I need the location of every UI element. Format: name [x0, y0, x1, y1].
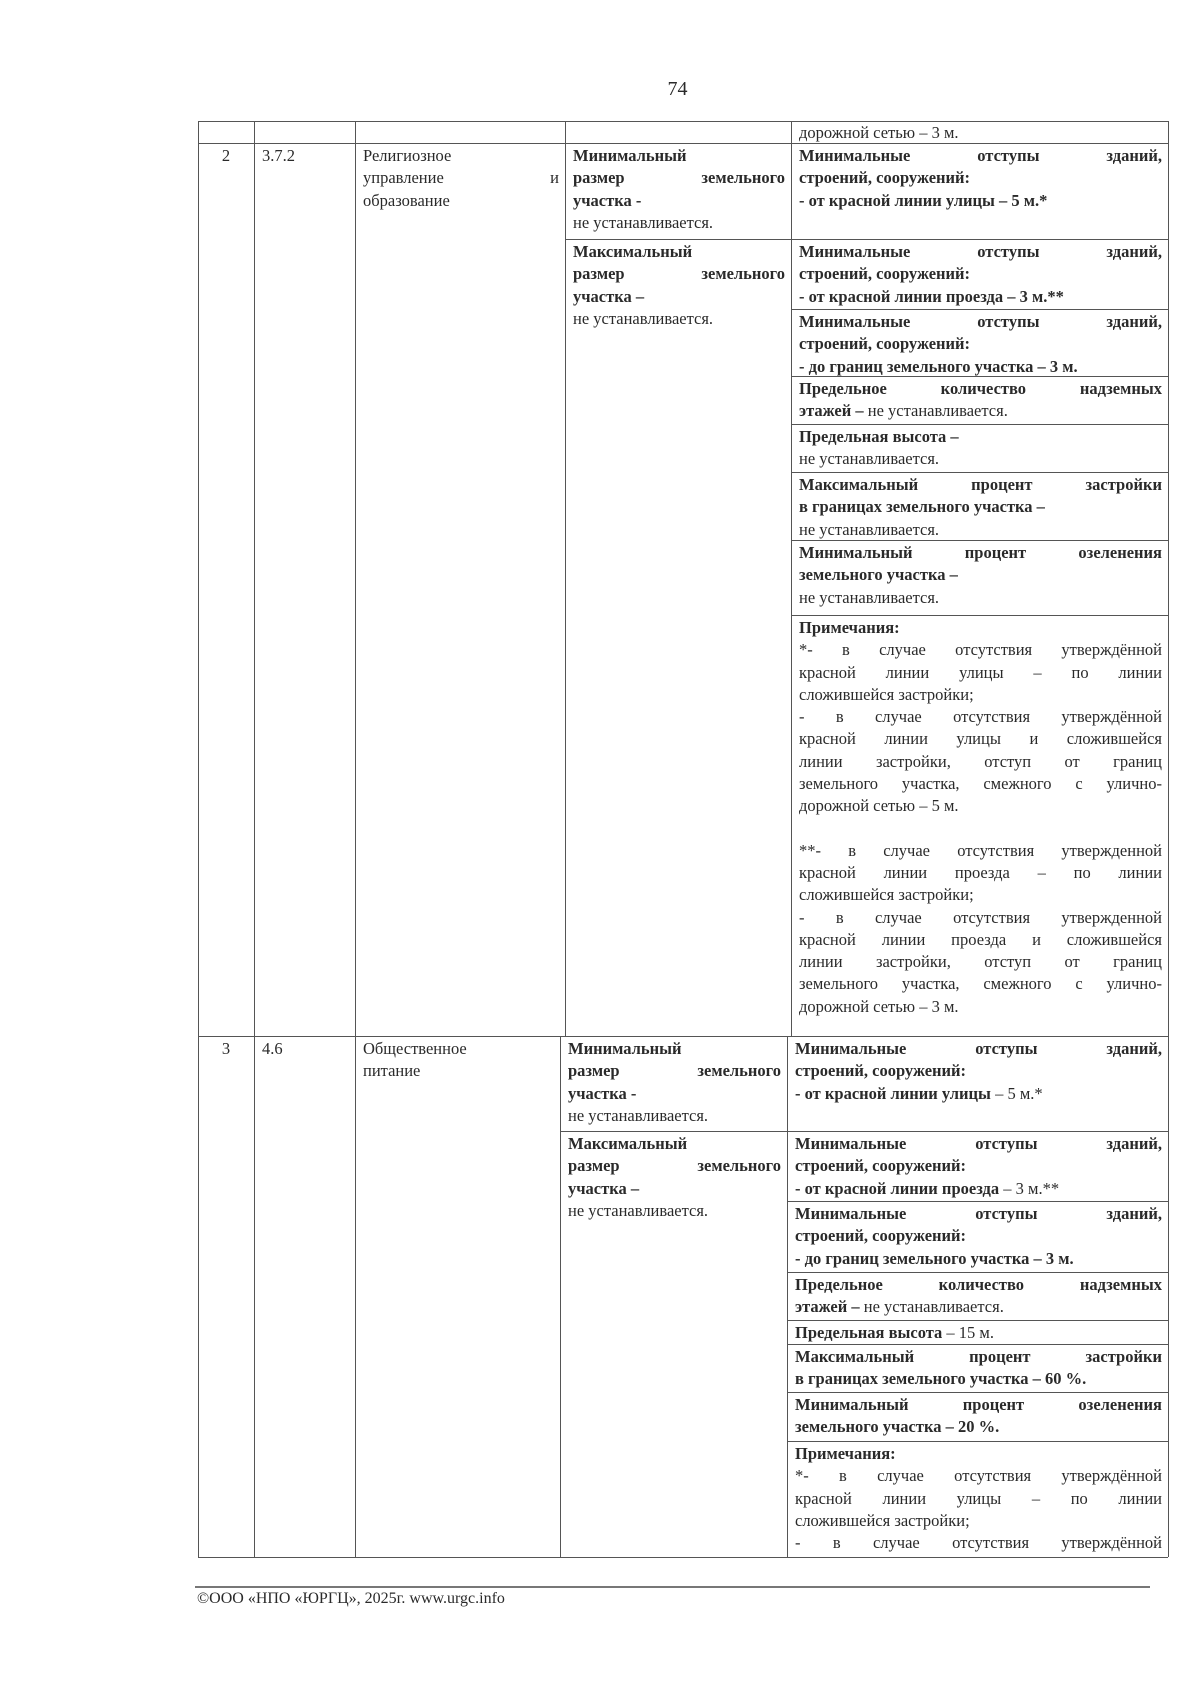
param-greening	[787, 1393, 1168, 1439]
param-setback-drive	[791, 240, 1168, 308]
param-label: этажей –	[799, 401, 864, 421]
note-line: красной линии проезда – по линии	[799, 862, 1162, 882]
param-line: Максимальный процент застройки	[799, 475, 1162, 494]
param-value: не устанавливается.	[799, 587, 940, 607]
param-greening	[791, 541, 1168, 609]
param-value: – 3 м.**	[999, 1178, 1060, 1198]
use-code: 4.6	[262, 1039, 283, 1058]
param-setback-street	[791, 144, 1168, 212]
max-size-label: Максимальный	[573, 242, 693, 261]
param-coverage	[791, 473, 1168, 541]
footer-copyright: ©ООО «НПО «ЮРГЦ», 2025г. www.urgc.info	[197, 1590, 505, 1607]
use-name-line: Религиозное	[363, 146, 452, 165]
param-item: - до границ земельного участка – 3 м.	[799, 356, 1078, 376]
param-line: Минимальные отступы зданий,	[795, 1204, 1162, 1223]
param-line: Минимальные отступы зданий,	[799, 146, 1162, 165]
param-line: Минимальный процент озеленения	[795, 1395, 1162, 1414]
max-plot-size	[565, 240, 791, 330]
param-continuation: дорожной сетью – 3 м.	[799, 123, 959, 142]
min-size-value: не устанавливается.	[573, 212, 714, 232]
param-label: Предельная высота –	[799, 427, 959, 446]
param-line: строений, сооружений:	[795, 1156, 967, 1176]
table-border-left	[198, 121, 199, 1557]
note-line: линии застройки, отступ от границ	[799, 751, 1162, 771]
param-line: строений, сооружений:	[799, 168, 971, 188]
max-plot-size	[560, 1132, 787, 1222]
col-divider	[355, 121, 356, 1557]
max-size-label: размер земельного	[573, 264, 785, 284]
max-size-label: участка –	[573, 286, 645, 306]
min-size-label: Минимальный	[568, 1039, 682, 1058]
note-line: земельного участка, смежного с улично-	[799, 774, 1162, 794]
max-size-label: участка –	[568, 1178, 640, 1198]
note-line: сложившейся застройки;	[795, 1510, 970, 1530]
param-line: земельного участка –	[799, 565, 958, 585]
table-border-right	[1168, 121, 1169, 1557]
note-line: дорожной сетью – 3 м.	[799, 996, 959, 1016]
param-value: – 15 м.	[942, 1323, 994, 1342]
param-line: Минимальные отступы зданий,	[795, 1134, 1162, 1153]
notes	[787, 1442, 1168, 1554]
regulations-table	[198, 121, 1168, 1558]
note-line: - в случае отсутствия утверждённой	[799, 707, 1162, 727]
min-plot-size	[565, 144, 791, 234]
use-code: 3.7.2	[262, 146, 295, 165]
note-line: *- в случае отсутствия утверждённой	[799, 640, 1162, 660]
param-height	[787, 1321, 1168, 1344]
param-line: Предельное количество надземных	[799, 379, 1162, 398]
param-line: Минимальный процент озеленения	[799, 543, 1162, 562]
note-line: земельного участка, смежного с улично-	[799, 974, 1162, 994]
param-line: Минимальные отступы зданий,	[795, 1039, 1162, 1058]
min-size-label: размер земельного	[573, 168, 785, 188]
use-name	[355, 144, 565, 212]
footer-divider	[195, 1586, 1150, 1588]
param-setback-plot	[787, 1202, 1168, 1270]
use-name-line: Общественное	[363, 1039, 467, 1058]
notes	[791, 616, 1168, 1018]
note-line: линии застройки, отступ от границ	[799, 952, 1162, 972]
param-item: - от красной линии проезда – 3 м.**	[799, 286, 1064, 306]
note-line: сложившейся застройки;	[799, 885, 974, 905]
param-height	[791, 425, 1168, 471]
max-size-label: размер земельного	[568, 1156, 781, 1176]
param-line: Предельное количество надземных	[795, 1275, 1162, 1294]
param-value: не устанавливается.	[799, 519, 940, 539]
max-size-label: Максимальный	[568, 1134, 688, 1153]
param-floors	[787, 1273, 1168, 1319]
param-line: в границах земельного участка – 60 %.	[795, 1369, 1087, 1389]
use-name-line: управление и	[363, 168, 559, 188]
param-line: Максимальный процент застройки	[795, 1347, 1162, 1366]
param-item: - до границ земельного участка – 3 м.	[795, 1248, 1074, 1268]
param-line: Минимальные отступы зданий,	[799, 242, 1162, 261]
note-line: сложившейся застройки;	[799, 684, 974, 704]
min-size-label: участка -	[573, 190, 642, 210]
param-item: - от красной линии улицы – 5 м.*	[799, 190, 1048, 210]
param-setback-drive	[787, 1132, 1168, 1200]
col-divider	[254, 121, 255, 1557]
note-line: красной линии улицы – по линии	[795, 1488, 1162, 1508]
param-floors	[791, 377, 1168, 423]
use-name	[355, 1037, 560, 1083]
note-line: красной линии улицы и сложившейся	[799, 729, 1162, 749]
param-value: – 5 м.*	[990, 1083, 1043, 1103]
note-line: - в случае отсутствия утверждённой	[795, 1533, 1162, 1553]
note-line: красной линии проезда и сложившейся	[799, 929, 1162, 949]
row-number: 2	[221, 146, 231, 165]
param-value: не устанавливается.	[859, 1297, 1004, 1317]
note-line: дорожной сетью – 5 м.	[799, 796, 959, 816]
note-gap	[799, 818, 1162, 840]
table-border-bottom	[198, 1557, 1168, 1558]
note-line: *- в случае отсутствия утверждённой	[795, 1466, 1162, 1486]
param-label: Предельная высота	[795, 1323, 943, 1342]
param-setback-street	[787, 1037, 1168, 1105]
row-number: 3	[221, 1039, 231, 1058]
param-value: не устанавливается.	[799, 449, 940, 469]
param-line: Минимальные отступы зданий,	[799, 312, 1162, 331]
param-line: земельного участка – 20 %.	[795, 1417, 1000, 1437]
use-name-line: образование	[363, 190, 450, 210]
notes-title: Примечания:	[799, 618, 900, 637]
max-size-value: не устанавливается.	[573, 308, 714, 328]
min-size-value: не устанавливается.	[568, 1105, 709, 1125]
min-size-label: Минимальный	[573, 146, 687, 165]
param-line: строений, сооружений:	[799, 334, 971, 354]
min-plot-size	[560, 1037, 787, 1127]
param-item: - от красной линии улицы	[795, 1083, 991, 1103]
param-value: не устанавливается.	[863, 401, 1008, 421]
max-size-value: не устанавливается.	[568, 1200, 709, 1220]
min-size-label: размер земельного	[568, 1061, 781, 1081]
param-item: - от красной линии проезда	[795, 1178, 1000, 1198]
param-line: в границах земельного участка –	[799, 497, 1045, 517]
page-number: 74	[667, 78, 688, 100]
param-line: строений, сооружений:	[799, 264, 971, 284]
param-setback-plot	[791, 310, 1168, 378]
use-name-line: питание	[363, 1061, 421, 1081]
param-label: этажей –	[795, 1297, 860, 1317]
note-line: - в случае отсутствия утвержденной	[799, 907, 1162, 927]
param-line: строений, сооружений:	[795, 1061, 967, 1081]
note-line: красной линии улицы – по линии	[799, 662, 1162, 682]
notes-title: Примечания:	[795, 1444, 896, 1463]
param-coverage	[787, 1345, 1168, 1391]
note-line: **- в случае отсутствия утвержденной	[799, 840, 1162, 860]
min-size-label: участка -	[568, 1083, 637, 1103]
param-line: строений, сооружений:	[795, 1226, 967, 1246]
